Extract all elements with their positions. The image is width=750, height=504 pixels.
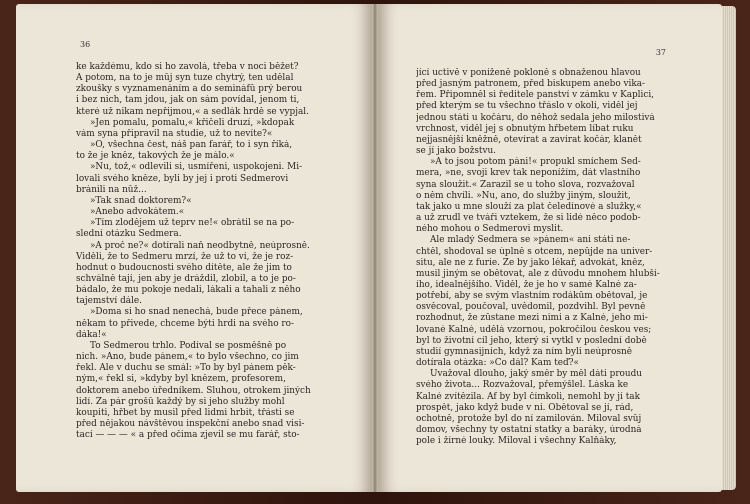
text-line: ochotně, protože byl do ní zamilován. Miloval svůj [416,413,642,424]
text-line: »Nu, tož,« odlevili si, usmířeni, uspokojeni. Mi- [90,162,303,173]
text-line: bránili na nůž... [76,184,147,195]
text-line: rozhodnut, že zůstane mezi nimi a z Kalné, jeho mi- [416,313,648,324]
text-line: schválně tají, jen aby je dráždil, zlobil, a to je po- [76,273,296,284]
text-line: i bez nich, tam jdou, jak on sám povídal, jenom ti, [76,95,300,106]
text-line: domov, všechny ty ostatní statky a barákу, úrodná [416,425,642,435]
text-line: před jasným patronem, před biskupem anebo vika- [416,79,646,90]
text-line: tajemství dále. [76,296,142,307]
right-page [378,4,722,492]
text-line: »Doma si ho snad nenechá, bude přece pánem, [90,307,303,318]
text-line: syna sloužit.« Zarazil se u toho slova, rozvažoval [416,179,635,190]
text-line: řekl. Ale v duchu se smál: »To by byl pánem pěk- [76,363,296,374]
text-line: mera, »ne, svoji krev tak neponížím, dát vlastního [416,168,641,179]
text-line: musil jiným se obětovat, ale z důvodu mnohem hlubší- [416,268,660,279]
text-line: zkoušky s vyznamenáním a do semináfů prý berou [76,84,303,95]
text-line: byl to životní cíl jeho, který si vytkl v poslední době [416,335,647,346]
text-line: pole i žírné louky. Miloval i všechny Kalňáky, [416,436,617,447]
text-line: se jí jako božstvu. [416,146,496,157]
text-line: Kalné zvítězila. Af by byl čímkoli, nemohl by jí tak [416,391,640,402]
text-line: lované Kalné, udělá vzornou, pokročilou českou ves; [416,324,652,335]
text-line: to že je kněz, takových že je málo.« [76,151,235,162]
text-line: před nějakou návštěvou inspekční anebo snad visi- [76,419,305,429]
text-line: »A proč ne?« dotírali naň neodbytně, neúprosně. [90,240,310,251]
text-line: jednou státi u kočáru, do něhož sedala jeho milostivá [416,112,655,123]
text-line: »A to jsou potom páni!« propukl smíchem Sed- [430,157,641,168]
text-line: ným,« řekl si, »kdyby byl knězem, profesorem, [76,374,286,385]
text-line: »Jen pomalu, pomalu,« křičeli druzí, »kdopak [90,117,295,128]
text-line: někam to přivede, chceme býti hrdi na svého ro- [76,318,294,329]
text-line: »Tím zlodějem už teprv ne!« obrátil se na po- [90,218,295,229]
page-number-right: 37 [655,48,666,57]
text-line: slední otázku Sedmera. [76,229,182,240]
text-line: Ale mladý Sedmera se »pánem« ani státi ne- [430,235,631,246]
text-line: A potom, na to je můj syn tuze chytrý, ten udělal [76,73,294,84]
text-line: dáka!« [76,329,107,340]
text-line: »Anebo advokátem.« [90,207,185,218]
text-line: nejjasnější kněžně, otevírat a zavírat kočár, klanět [416,134,642,145]
page-edges [722,6,736,490]
text-line: Viděli, že to Sedmeru mrzí, že už to ví, že je roz- [76,251,294,262]
text-line: které už nikam nepřijmou,« a sedlák hrdě se vypjal. [76,106,309,117]
text-line: vrchnost, viděl jej s obnutým hřbetem líbat ruku [416,123,634,134]
text-line: doktorem anebo úředníkem. Sluhou, otrokem jiných [76,385,311,396]
text-line: nich. »Ano, bude pánem,« to bylo všechno, co jim [76,352,299,363]
text-line: potřebí, aby se svým vlastním rodákům obětoval, je [416,291,648,302]
text-line: ného mohou o Sedmerovi myslit. [416,224,564,235]
text-line: ke každému, kdo si ho zavolá, třeba v noci běžet? [76,62,299,72]
text-line: a už zrudl ve tváři vztekem, že si lidé něco podob- [416,213,641,224]
text-line: studií gymnasijních, když za ním byli neúprosně [416,346,632,357]
text-line: chtěl, shodoval se úplně s otcem, nepůjde na univer- [416,246,653,257]
text-line: tací — — — « a před očima zjevil se mu farář, sto- [76,430,300,441]
text-line: lidí. Za pár grošů každý by si jeho služby mohl [76,396,285,407]
text-line: hodnut o budoucnosti svého dítěte, ale že jim to [76,262,292,273]
text-line: vám syna připravil na studie, už to nevíte?« [76,128,273,139]
text-line: ího, idealnějšího. Viděl, že je ho v samé Kalné za- [416,279,637,290]
text-line: To Sedmerou trhlo. Podíval se posměšně po [90,340,287,351]
page-number-left: 36 [80,40,91,49]
text-line: tak jako u mne slouží za plat čeledínové a služky,« [416,201,642,212]
left-page-text [76,62,344,441]
text-line: svého života... Rozvažoval, přemýšlel. Láska ke [416,380,629,391]
text-line: koupiti, hřbet by musil před lidmi hrbit, třásti se [76,407,295,418]
text-line: »O, všechna čest, náš pan farář, to i syn říká, [90,140,293,151]
text-line: před kterým se tu všechno třáslo v okolí, viděl jej [416,101,638,112]
text-line: jící uctivě v poníženě pokloně s obnaženou hlavou [416,68,641,78]
text-line: prospět, jako když bude v ní. Obětoval se jí, rád, [416,402,634,413]
text-line: lovali svého kněze, byli by jej i proti Sedmerovi [76,173,289,184]
text-line: situ, ale ne z furie. Že by jako lékař, advokát, kněz, [416,257,645,268]
text-line: osvěcoval, poučoval, uvědomil, pozdvihl. Byl pevně [416,302,646,313]
left-page [16,4,372,492]
text-line: bádalo, že mu pokoje nedali, lákali a tahali z něho [76,285,301,296]
text-line: »Tak snad doktorem?« [90,195,192,206]
text-line: o něm chvíli. »Nu, ano, do služby jiným, sloužit, [416,190,631,201]
right-page-text [416,68,688,447]
text-line: dotírala otázka: »Co dál? Kam teď?« [416,358,579,369]
text-line: Uvažoval dlouho, jaký směr by měl dáti proudu [430,369,643,380]
text-line: řem. Připomněl si ředitele panství v zámku v Kaplici, [416,90,654,101]
